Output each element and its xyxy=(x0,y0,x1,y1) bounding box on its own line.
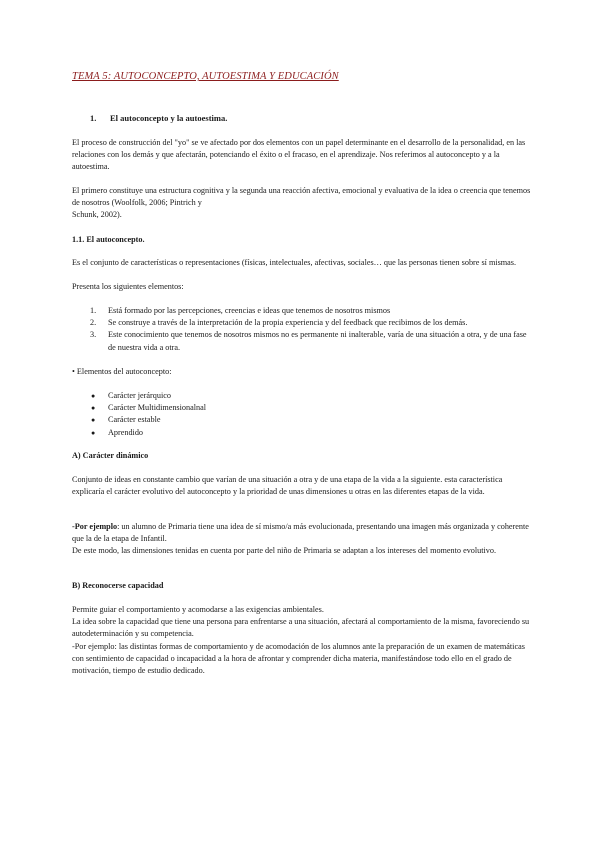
elements-label: • Elementos del autoconcepto: xyxy=(72,367,172,376)
example-label: -Por ejemplo xyxy=(72,522,118,531)
list-item: 2. Se construye a través de la interpretación de la propia experiencia y del feedback que recibimos de los demás. xyxy=(90,318,468,328)
section-a-paragraph-1: Conjunto de ideas en constante cambio que varían de una situación a otra y de una etapa de la vida a la siguiente. esta característica explicaría el carácter evolutivo del autoconcepto y la prioridad de unas dimensiones u otras en las diferentes etapas de la vida. xyxy=(72,475,503,497)
example-text: : un alumno de Primaria tiene una idea de sí mismo/a más evolucionada, presentando una imagen más organizada y coherente que la de la etapa de Infantil. xyxy=(72,522,529,544)
section-a-heading: A) Carácter dinámico xyxy=(72,451,149,460)
bullet-icon: ● xyxy=(91,416,96,425)
section-heading-1 xyxy=(90,113,227,123)
section-a-example xyxy=(72,521,532,545)
intro-paragraph-2 xyxy=(72,185,532,222)
section-b-paragraph-2: La idea sobre la capacidad que tiene una persona para enfrentarse a una situación, afectará al comportamiento de la misma, favoreciendo su autodeterminación y su competencia. xyxy=(72,617,530,639)
list-item: ● Aprendido xyxy=(90,427,206,439)
elements-intro: Presenta los siguientes elementos: xyxy=(72,282,184,291)
section-number: 1. xyxy=(90,113,97,123)
section-b-heading: B) Reconocerse capacidad xyxy=(72,581,164,590)
bullet-icon: ● xyxy=(91,428,96,437)
bullet-icon: ● xyxy=(91,404,96,413)
section-a-paragraph-3: De este modo, las dimensiones tenidas en cuenta por parte del niño de Primaria se adaptan a los intereses del momento evolutivo. xyxy=(72,546,497,555)
list-item: ● Carácter jerárquico xyxy=(90,390,206,402)
bullet-icon: ● xyxy=(91,392,96,400)
section-b-paragraph-3: -Por ejemplo: las distintas formas de comportamiento y de acomodación de los alumnos ante la preparación de un examen de matemáticas con sentimiento de capacidad o incapacidad a la hora de afrontar y comprender dicha materia, manifestándose todo ello en el grado de motivación, tiempo de estudio dedicado. xyxy=(72,642,525,676)
document-title: TEMA 5: AUTOCONCEPTO, AUTOESTIMA Y EDUCACIÓN xyxy=(72,71,339,82)
definition-paragraph: Es el conjunto de características o representaciones (físicas, intelectuales, afectivas, sociales… que las personas tienen sobre sí mismas. xyxy=(72,258,517,267)
list-item: ● Carácter Multidimensionalnal xyxy=(90,402,206,414)
section-b-paragraph-1: Permite guiar el comportamiento y acomodarse a las exigencias ambientales. xyxy=(72,605,324,614)
section-heading-text: El autoconcepto y la autoestima. xyxy=(110,113,228,123)
intro-paragraph-2-line-1: El primero constituye una estructura cognitiva y la segunda una reacción afectiva, emocional y evaluativa de la idea o creencia que tenemos de nosotros (Woolfolk, 2006; Pintrich y xyxy=(72,186,531,208)
subsection-heading-1-1: 1.1. El autoconcepto. xyxy=(72,235,145,244)
list-item: 1. Está formado por las percepciones, creencias e ideas que tenemos de nosotros mismos xyxy=(90,306,391,315)
intro-paragraph-2-line-2: Schunk, 2002). xyxy=(72,210,122,220)
bullet-list xyxy=(90,390,206,439)
list-item: 3. Este conocimiento que tenemos de nosotros mismos no es permanente ni inalterable, varía de una situación a otra, y de una fase de nuestra vida a otra. xyxy=(90,330,527,352)
intro-paragraph-1: El proceso de construcción del "yo" se ve afectado por dos elementos con un papel determinante en el desarrollo de la personalidad, en las relaciones con los demás y que afectarán, potenciando el éxito o el fracaso, en el aprendizaje. Nos referimos al autoconcepto y a la autoestima. xyxy=(72,138,526,172)
numbered-list xyxy=(90,305,530,354)
list-item: ● Carácter estable xyxy=(90,414,206,426)
